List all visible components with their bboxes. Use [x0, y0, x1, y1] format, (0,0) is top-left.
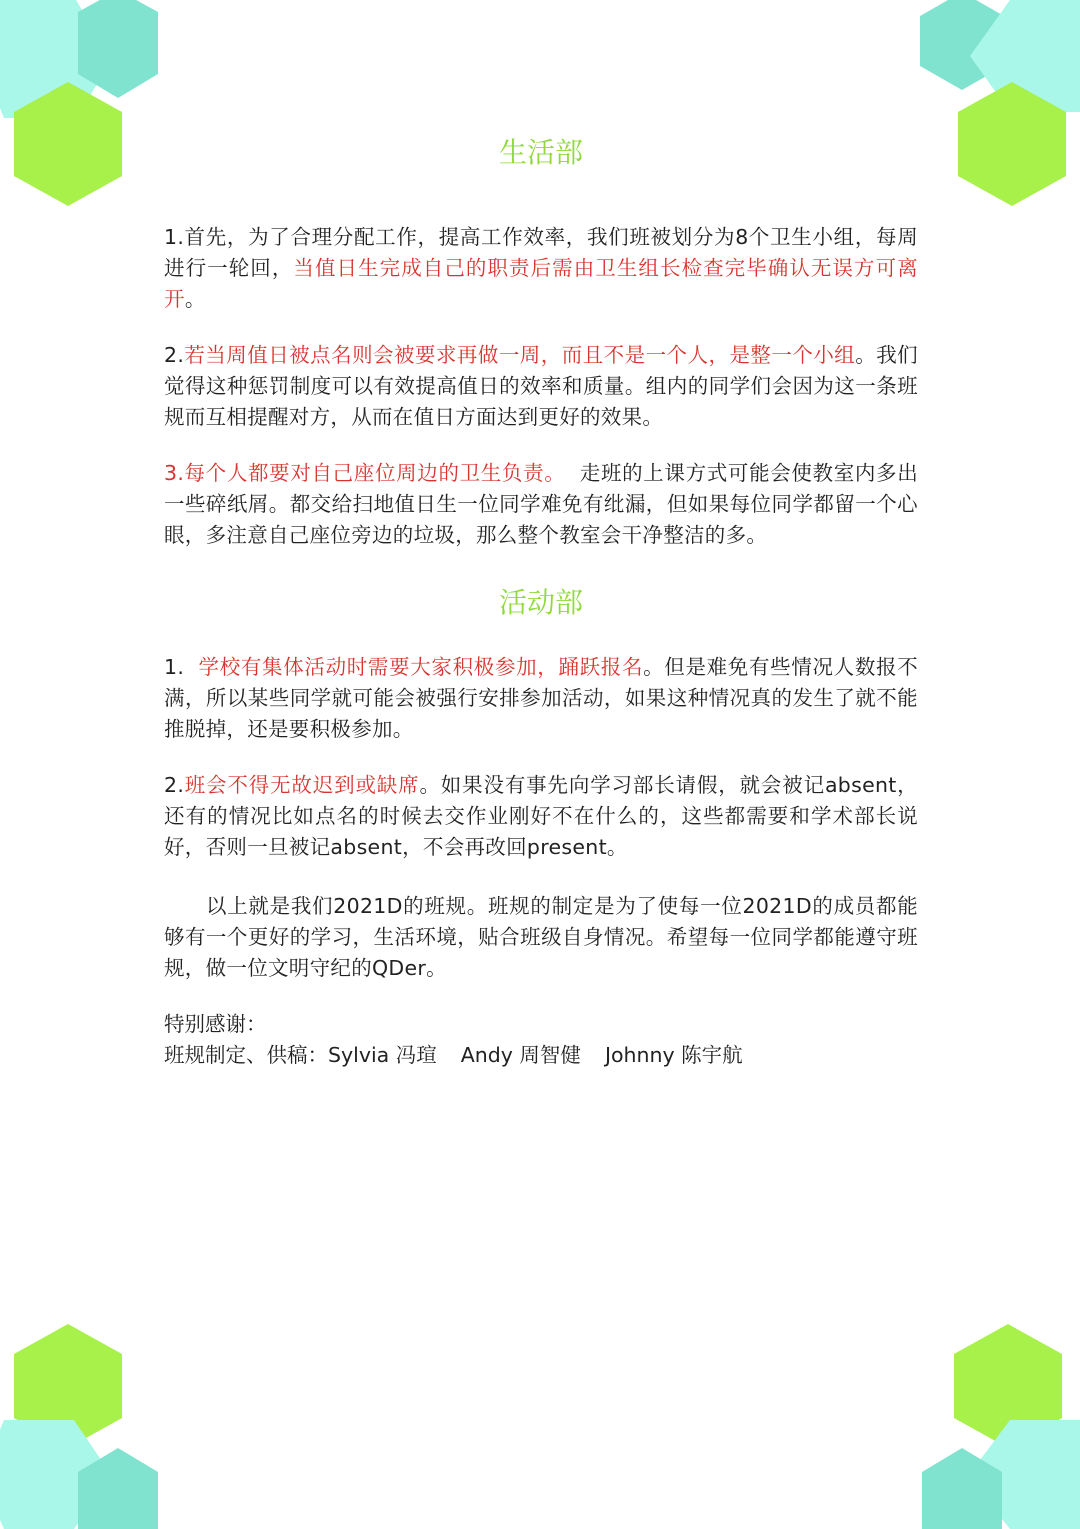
- hexagon-teal: [78, 1448, 158, 1529]
- bottom-right-hexagons: [922, 1324, 1080, 1529]
- thanks-label: 特别感谢：: [164, 1012, 267, 1036]
- hexagon-teal: [922, 1448, 1002, 1529]
- hexagon-lime: [14, 1324, 122, 1448]
- hexagon-teal: [920, 0, 1004, 90]
- life-rule-2-highlight: 若当周值日被点名则会被要求再做一周，而且不是一个人，是整一个小组: [184, 343, 856, 367]
- life-rule-1: [164, 222, 918, 315]
- bottom-left-hexagons: [0, 1324, 158, 1529]
- activity-rule-2: [164, 770, 918, 863]
- top-left-hexagons: [0, 0, 158, 206]
- hexagon-teal: [78, 0, 158, 98]
- activity-rule-1: [164, 652, 918, 745]
- hexagon-aqua: [0, 0, 112, 118]
- credits-prefix: 班规制定、供稿：: [164, 1043, 328, 1067]
- top-right-hexagons: [920, 0, 1080, 206]
- hexagon-lime: [958, 82, 1066, 206]
- life-rule-3-highlight: 3.每个人都要对自己座位周边的卫生负责。: [164, 461, 566, 485]
- hexagon-aqua: [968, 1420, 1080, 1529]
- life-rule-2-number: 2.: [164, 343, 185, 367]
- life-rule-2-tail: 。我们觉得这种惩罚制度可以有效提高值日的效率和质量。组内的同学们会因为这一条班规而互相提醒对方，从而在值日方面达到更好的效果。: [164, 343, 918, 429]
- hexagon-lime: [954, 1324, 1062, 1448]
- document-body: [164, 126, 918, 1071]
- life-rule-1-lead: 1.首先，为了合理分配工作，提高工作效率，我们班被划分为8个卫生小组，每周进行一轮回，: [164, 225, 918, 280]
- activity-rule-2-tail: 。如果没有事先向学习部长请假，就会被记absent，还有的情况比如点名的时候去交作业刚好不在什么的，这些都需要和学术部长说好，否则一旦被记absent，不会再改回present。: [164, 773, 918, 859]
- life-rule-1-highlight: 当值日生完成自己的职责后需由卫生组长检查完毕确认无误方可离开: [164, 256, 918, 311]
- thanks-credits: [164, 1040, 918, 1071]
- hexagon-aqua: [970, 0, 1080, 112]
- credit-name-1: Sylvia 冯瑄: [328, 1043, 437, 1067]
- hexagon-aqua: [0, 1420, 112, 1529]
- life-rule-3-tail: 走班的上课方式可能会使教室内多出一些碎纸屑。都交给扫地值日生一位同学难免有纰漏，但如果每位同学都留一个心眼，多注意自己座位旁边的垃圾，那么整个教室会干净整洁的多。: [164, 461, 918, 547]
- life-rule-3: [164, 458, 918, 551]
- activity-rule-2-number: 2.: [164, 773, 185, 797]
- life-rule-1-tail: 。: [184, 287, 206, 311]
- section-title-activity: 活动部: [498, 586, 583, 619]
- hexagon-lime: [14, 82, 122, 206]
- activity-rule-1-number: 1.: [164, 655, 199, 679]
- section-title-life: 生活部: [498, 136, 583, 169]
- credit-name-3: Johnny 陈宇航: [604, 1043, 743, 1067]
- activity-rule-1-tail: 。但是难免有些情况人数报不满，所以某些同学就可能会被强行安排参加活动，如果这种情况真的发生了就不能推脱掉，还是要积极参加。: [164, 655, 918, 741]
- credit-name-2: Andy 周智健: [460, 1043, 581, 1067]
- closing-paragraph: 以上就是我们2021D的班规。班规的制定是为了使每一位2021D的成员都能够有一个更好的学习，生活环境，贴合班级自身情况。希望每一位同学都能遵守班规，做一位文明守纪的QDer。: [164, 894, 918, 980]
- acknowledgements: [164, 1009, 918, 1071]
- life-rule-2: [164, 340, 918, 433]
- activity-rule-1-highlight: 学校有集体活动时需要大家积极参加，踊跃报名: [198, 655, 644, 679]
- activity-rule-2-highlight: 班会不得无故迟到或缺席: [184, 773, 420, 797]
